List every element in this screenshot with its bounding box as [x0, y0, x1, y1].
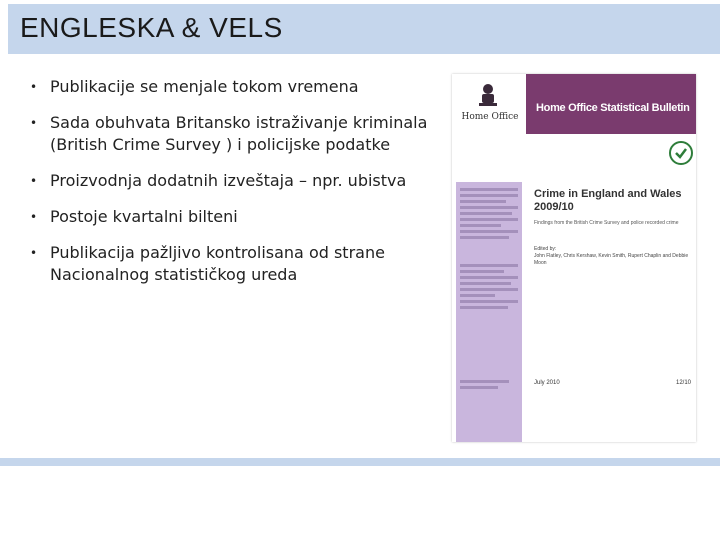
bullet-dot: •	[30, 174, 38, 188]
bullet-dot: •	[30, 246, 38, 260]
bullet-text: Publikacija pažljivo kontrolisana od strane Nacionalnog statističkog ureda	[50, 243, 385, 284]
bullet-dot: •	[30, 116, 38, 130]
cover-side-text-block	[460, 264, 518, 312]
slide-title: ENGLESKA & VELS	[20, 12, 283, 43]
bullet-dot: •	[30, 80, 38, 94]
cover-date: July 2010	[534, 380, 560, 386]
bullet-item	[30, 170, 440, 192]
royal-crest-icon	[476, 82, 500, 108]
bullet-list	[30, 76, 440, 300]
bullet-text: Sada obuhvata Britansko istraživanje kriminala (British Crime Survey ) i policijske podatke	[50, 113, 428, 154]
home-office-label: Home Office	[461, 112, 519, 122]
cover-editor-names: John Flatley, Chris Kershaw, Kevin Smith, Rupert Chaplin and Debbie Moon	[534, 253, 689, 266]
cover-side-text-block	[460, 188, 518, 242]
cover-report-title: Crime in England and Wales 2009/10	[534, 188, 682, 213]
bullet-item	[30, 242, 440, 286]
bullet-text: Postoje kvartalni bilteni	[50, 207, 238, 226]
bullet-dot: •	[30, 210, 38, 224]
title-bar	[8, 4, 720, 54]
bottom-band	[0, 458, 720, 466]
cover-editors	[534, 246, 692, 267]
bullet-text: Proizvodnja dodatnih izveštaja – npr. ubistva	[50, 171, 407, 190]
cover-header-band	[526, 74, 696, 134]
cover-left-panel	[452, 74, 526, 442]
cover-report-subtitle: Findings from the British Crime Survey and police recorded crime	[534, 220, 679, 226]
cover-number: 12/10	[676, 380, 692, 386]
bullet-text: Publikacije se menjale tokom vremena	[50, 77, 359, 96]
bullet-item	[30, 76, 440, 98]
cover-edited-by-label: Edited by:	[534, 246, 557, 252]
bullet-item	[30, 112, 440, 156]
cover-side-text-block	[460, 380, 518, 392]
bullet-item	[30, 206, 440, 228]
report-cover-image	[452, 74, 696, 442]
national-statistics-badge-icon	[668, 140, 694, 166]
cover-header-title: Home Office Statistical Bulletin	[536, 102, 690, 114]
